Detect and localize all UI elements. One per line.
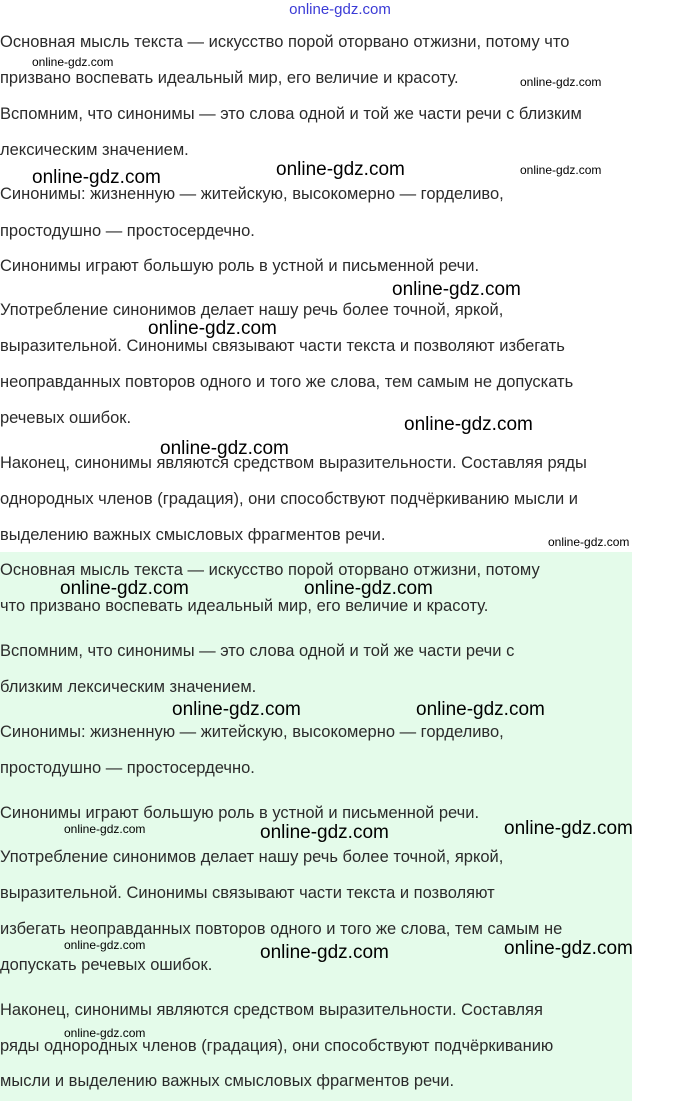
watermark: online-gdz.com — [548, 535, 630, 549]
watermark: online-gdz.com — [60, 578, 189, 599]
text-line: выразительной. Синонимы связывают части текста и позволяют — [0, 884, 495, 902]
text-line: Наконец, синонимы являются средством выразительности. Составляя ряды — [0, 454, 587, 472]
watermark: online-gdz.com — [32, 55, 114, 69]
text-line: лексическим значением. — [0, 141, 189, 159]
watermark: online-gdz.com — [304, 578, 433, 599]
watermark: online-gdz.com — [160, 438, 289, 459]
watermark: online-gdz.com — [404, 414, 533, 435]
text-line: Синонимы: жизненную — житейскую, высокомерно — горделиво, — [0, 723, 504, 741]
watermark: online-gdz.com — [172, 699, 301, 720]
watermark: online-gdz.com — [148, 318, 277, 339]
watermark: online-gdz.com — [392, 279, 521, 300]
watermark: online-gdz.com — [260, 822, 389, 843]
text-line: неоправданных повторов одного и того же слова, тем самым не допускать — [0, 373, 574, 391]
text-line: Основная мысль текста — искусство порой оторвано отжизни, потому — [0, 561, 540, 579]
text-line: Вспомним, что синонимы — это слова одной и той же части речи с близким — [0, 105, 582, 123]
text-line: Употребление синонимов делает нашу речь более точной, яркой, — [0, 848, 504, 866]
text-line: близким лексическим значением. — [0, 678, 257, 696]
watermark: online-gdz.com — [64, 822, 146, 836]
watermark: online-gdz.com — [276, 159, 405, 180]
text-line: ряды однородных членов (градация), они способствуют подчёркиванию — [0, 1037, 554, 1055]
site-link[interactable]: online-gdz.com — [289, 1, 391, 18]
text-line: простодушно — простосердечно. — [0, 759, 255, 777]
text-line: призвано воспевать идеальный мир, его величие и красоту. — [0, 69, 459, 87]
text-line: Употребление синонимов делает нашу речь более точной, яркой, — [0, 301, 504, 319]
text-line: речевых ошибок. — [0, 409, 132, 427]
text-line: Наконец, синонимы являются средством выразительности. Составляя — [0, 1001, 543, 1019]
watermark: online-gdz.com — [520, 75, 602, 89]
text-line: мысли и выделению важных смысловых фрагментов речи. — [0, 1072, 455, 1090]
watermark: online-gdz.com — [416, 699, 545, 720]
text-line: выделению важных смысловых фрагментов речи. — [0, 526, 386, 544]
text-line: Синонимы играют большую роль в устной и письменной речи. — [0, 804, 480, 822]
watermark: online-gdz.com — [64, 1026, 146, 1040]
text-line: Основная мысль текста — искусство порой оторвано отжизни, потому что — [0, 33, 570, 51]
text-line: простодушно — простосердечно. — [0, 222, 255, 240]
text-line: что призвано воспевать идеальный мир, его величие и красоту. — [0, 597, 489, 615]
text-line: избегать неоправданных повторов одного и того же слова, тем самым не — [0, 920, 563, 938]
text-line: Синонимы играют большую роль в устной и письменной речи. — [0, 257, 480, 275]
watermark: online-gdz.com — [504, 938, 633, 959]
watermark: online-gdz.com — [32, 167, 161, 188]
text-line: Вспомним, что синонимы — это слова одной и той же части речи с — [0, 642, 515, 660]
text-line: допускать речевых ошибок. — [0, 956, 213, 974]
answer-block-plain — [0, 28, 680, 552]
watermark: online-gdz.com — [520, 163, 602, 177]
watermark: online-gdz.com — [504, 818, 633, 839]
text-line: выразительной. Синонимы связывают части текста и позволяют избегать — [0, 337, 565, 355]
text-line: Синонимы: жизненную — житейскую, высокомерно — горделиво, — [0, 185, 504, 203]
watermark: online-gdz.com — [260, 942, 389, 963]
text-line: однородных членов (градация), они способствуют подчёркиванию мысли и — [0, 490, 578, 508]
watermark: online-gdz.com — [64, 938, 146, 952]
